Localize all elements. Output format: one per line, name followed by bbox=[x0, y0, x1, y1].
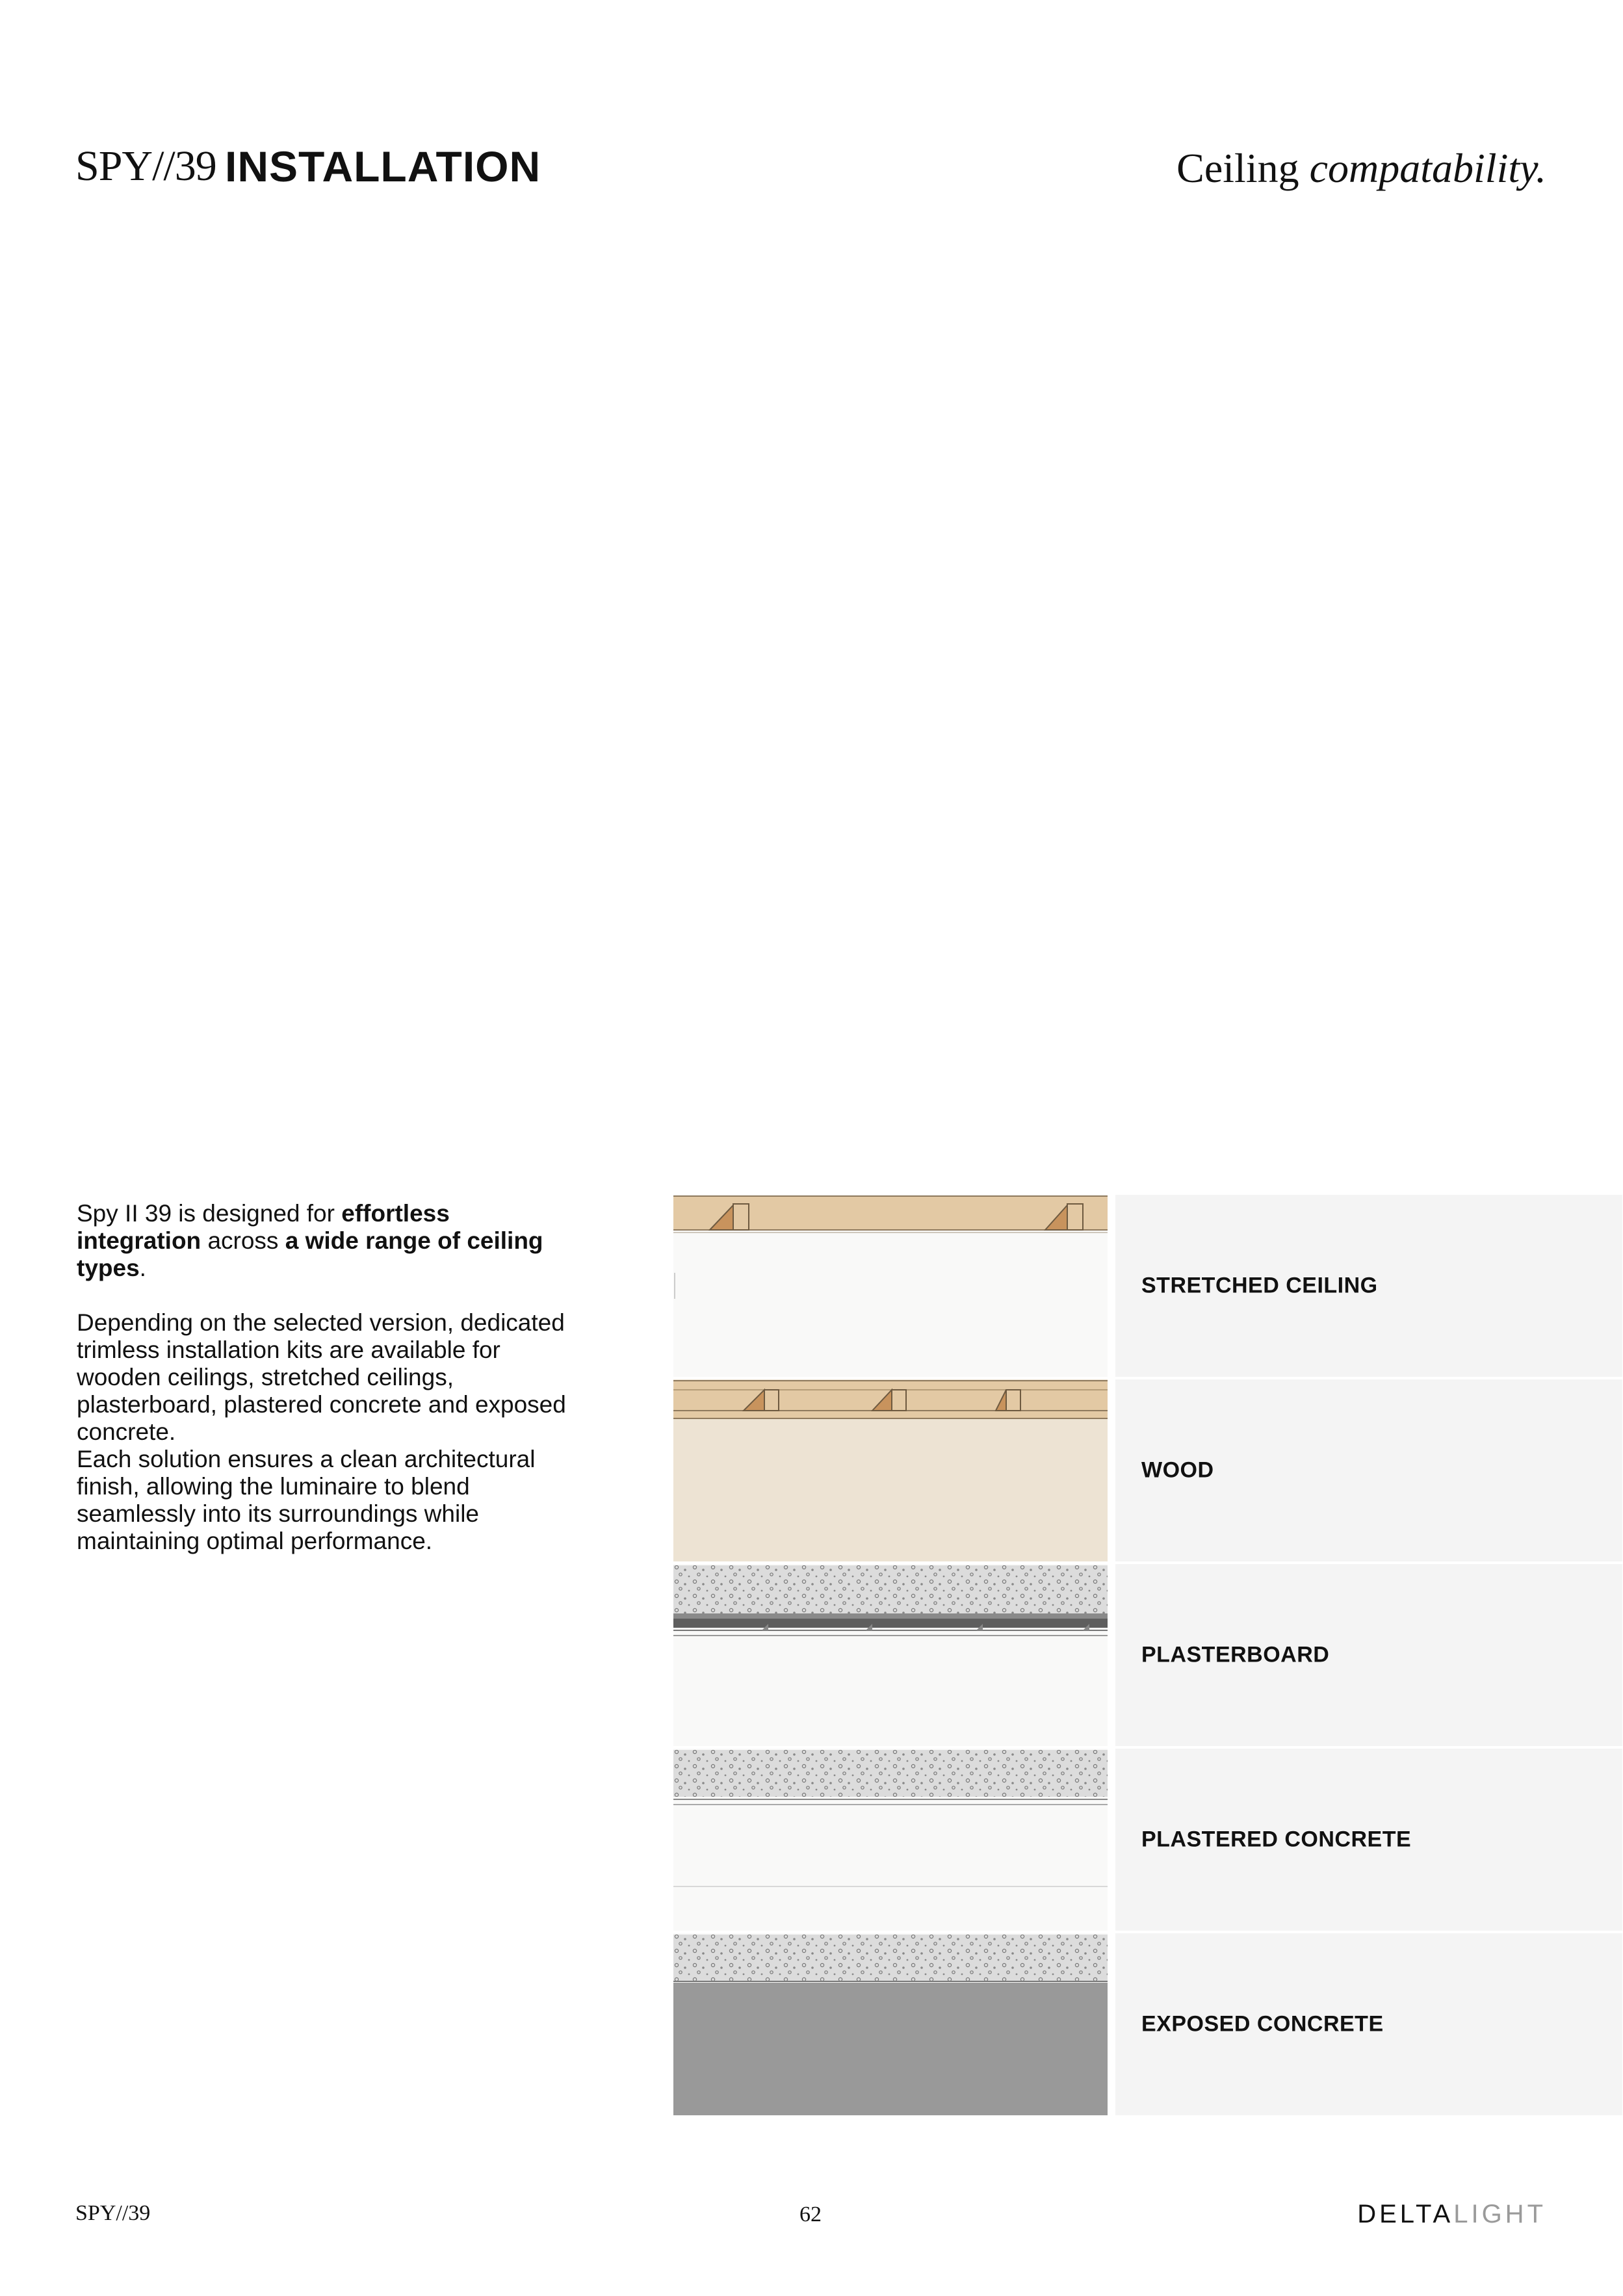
ceiling-row-plastered-concrete bbox=[673, 1749, 1622, 1931]
intro-text-run: Spy II 39 is designed for bbox=[77, 1200, 342, 1227]
exposed-concrete-panel bbox=[1115, 1933, 1622, 2115]
exposed-concrete-label: EXPOSED CONCRETE bbox=[1141, 2011, 1384, 2037]
intro-bold-run: a wide range of ceiling types bbox=[77, 1227, 543, 1281]
ceiling-row-exposed-concrete bbox=[673, 1933, 1622, 2115]
footer-product-name: SPY//39 bbox=[75, 2201, 151, 2225]
intro-text-run: . bbox=[139, 1255, 146, 1281]
intro-paragraph-1 bbox=[77, 1200, 571, 1282]
intro-text-run: across bbox=[201, 1227, 285, 1254]
page-number: 62 bbox=[799, 2202, 822, 2226]
header-tagline bbox=[1176, 144, 1546, 192]
stretched-ceiling-diagram bbox=[673, 1195, 1108, 1377]
intro-paragraph-2: Depending on the selected version, dedicated trimless installation kits are available for wooden ceilings, stretched ceilings, plasterboard, plastered concrete and exposed concrete. bbox=[77, 1309, 566, 1445]
intro-paragraph-3: Each solution ensures a clean architectural finish, allowing the luminaire to blend seamlessly into its surroundings while maintaining optimal performance. bbox=[77, 1446, 536, 1554]
intro-bold-run: effortless integration bbox=[77, 1200, 450, 1254]
tagline-italic: compatability. bbox=[1309, 145, 1546, 191]
brand-logo bbox=[1357, 2200, 1546, 2229]
plasterboard-label: PLASTERBOARD bbox=[1141, 1642, 1330, 1667]
brand-logo-light: LIGHT bbox=[1453, 2200, 1546, 2228]
stretched-ceiling-panel bbox=[1115, 1195, 1622, 1377]
wood-panel bbox=[1115, 1379, 1622, 1561]
wood-ceiling-diagram bbox=[673, 1379, 1108, 1561]
ceiling-row-stretched bbox=[673, 1195, 1622, 1377]
brand-logo-dark: DELTA bbox=[1357, 2200, 1454, 2228]
ceiling-row-plasterboard bbox=[673, 1564, 1622, 1746]
intro-text bbox=[77, 1200, 571, 1582]
plasterboard-diagram bbox=[673, 1564, 1108, 1746]
wood-label: WOOD bbox=[1141, 1457, 1214, 1483]
plasterboard-panel bbox=[1115, 1564, 1622, 1746]
header-section-title: INSTALLATION bbox=[225, 142, 541, 190]
ceiling-row-wood bbox=[673, 1379, 1622, 1561]
exposed-concrete-diagram bbox=[673, 1933, 1108, 2115]
plastered-concrete-diagram bbox=[673, 1749, 1108, 1931]
tagline-regular: Ceiling bbox=[1176, 145, 1299, 191]
plastered-concrete-label: PLASTERED CONCRETE bbox=[1141, 1827, 1412, 1852]
plastered-concrete-panel bbox=[1115, 1749, 1622, 1931]
header-product-name: SPY//39 bbox=[75, 142, 216, 190]
stretched-ceiling-label: STRETCHED CEILING bbox=[1141, 1273, 1378, 1298]
